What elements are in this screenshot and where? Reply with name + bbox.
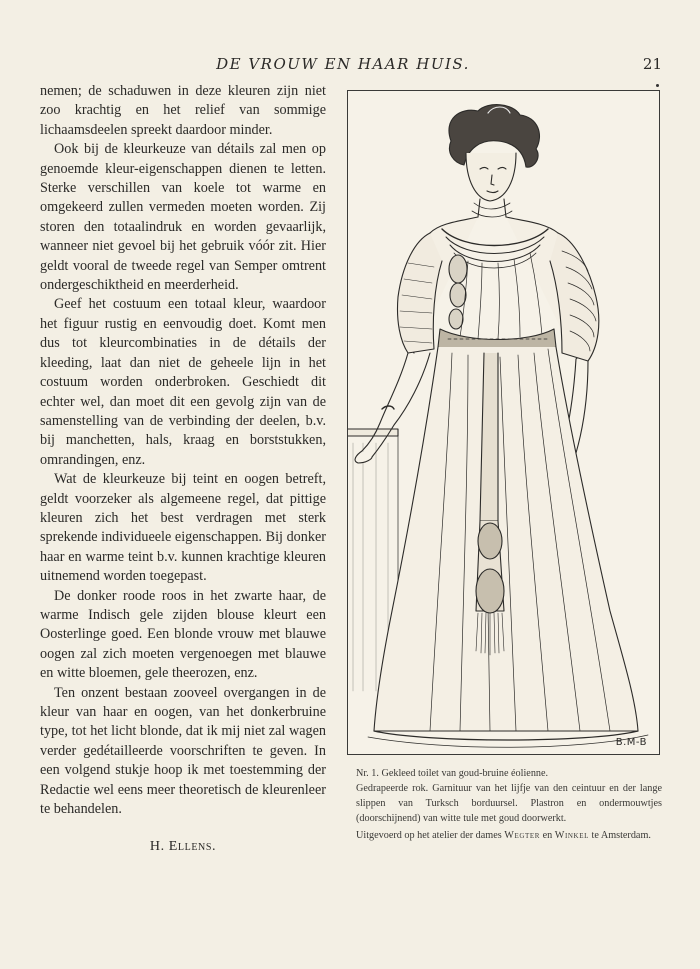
article-paragraph: nemen; de schaduwen in deze kleuren zijn niet zoo krachtig en het relief van sommige lichaamsdeelen spreekt daardoor minder. [40,83,326,138]
dress-drawing-icon [348,91,660,755]
article-paragraph: Wat de kleurkeuze bij teint en oogen betreft, geldt voorzeker als algemeene regel, dat pittige kleuren zich het best verdragen met sterk sprekende individueele eigenschappen. Bij donker haar en warme teint b.v. kunnen krachtige kleuren uitnemend worden toegepast. [40,471,326,585]
author-signature: H. Ellens. [149,839,217,855]
decorative-dot [656,84,659,87]
caption-atelier-prefix: Uitgevoerd op het atelier der dames [356,830,505,841]
artist-monogram: B.M-B [615,737,647,748]
running-title: DE VROUW EN HAAR HUIS. [216,55,470,73]
caption-name-wegter: Wegter [504,830,541,841]
article-paragraph: Geef het costuum een totaal kleur, waardoor het figuur rustig en eenvoudig doet. Komt men dus tot kleurcombinaties in de détails der kleeding, laat dan niet de geheele lijn in het costuum worden onderbroken. Geschiedt dit echter wel, dan moet dit een gevolg zijn van de samenstelling van de verbinding der deelen, b.v. bij manchetten, hals, kraag en borststukken, omrandingen, enz. [40,296,326,468]
page-header [0,55,700,75]
article-paragraph: Ook bij de kleurkeuze van détails zal men op genoemde kleur-eigenschappen dienen te letten. Sterke verschillen van koele tot warme en omgekeerd zullen vermeden moeten worden. Zij storen den totaalindruk en worden gevaarlijk, wanneer niet gevoel bij het gebruik vóór zit. Hier geldt vooral de tweede regel van Semper omtrent ondergeschiktheid en meerderheid. [40,141,326,294]
caption-name-winkel: Winkel [554,830,589,841]
figure-caption [356,766,662,843]
caption-location: te Amsterdam. [588,830,651,841]
article-paragraph: De donker roode roos in het zwarte haar, de warme Indisch gele zijden blouse kleurt een Oosterlinge goed. Een blonde vrouw met blauwe oogen zal zich moeten vergenoegen met blauwe en witte bloemen, gele theerozen, enz. [40,587,326,682]
page-number: 21 [642,55,662,73]
article-paragraph: Ten onzent bestaan zooveel overgangen in de kleur van haar en oogen, van het donkerbruine type, tot het licht blonde, dat ik mij niet zal wagen verder gedétailleerde voorschriften te geven. In een volgend stukje hoop ik met toestemming der Redactie wel eens meer theoretisch de kleurenleer te behandelen. [40,684,326,818]
caption-connector: en [540,830,555,841]
fashion-illustration [347,90,660,755]
caption-line-3 [356,828,662,843]
caption-line-2: Gedrapeerde rok. Garnituur van het lijfje van den ceintuur en der lange slippen van Turksch borduursel. Plastron en ondermouwtjes (doorschijnend) van witte tule met goud doorwerkt. [356,783,662,824]
caption-line-1: Nr. 1. Gekleed toilet van goud-bruine éolienne. [356,768,549,779]
article-text-column [40,82,326,857]
